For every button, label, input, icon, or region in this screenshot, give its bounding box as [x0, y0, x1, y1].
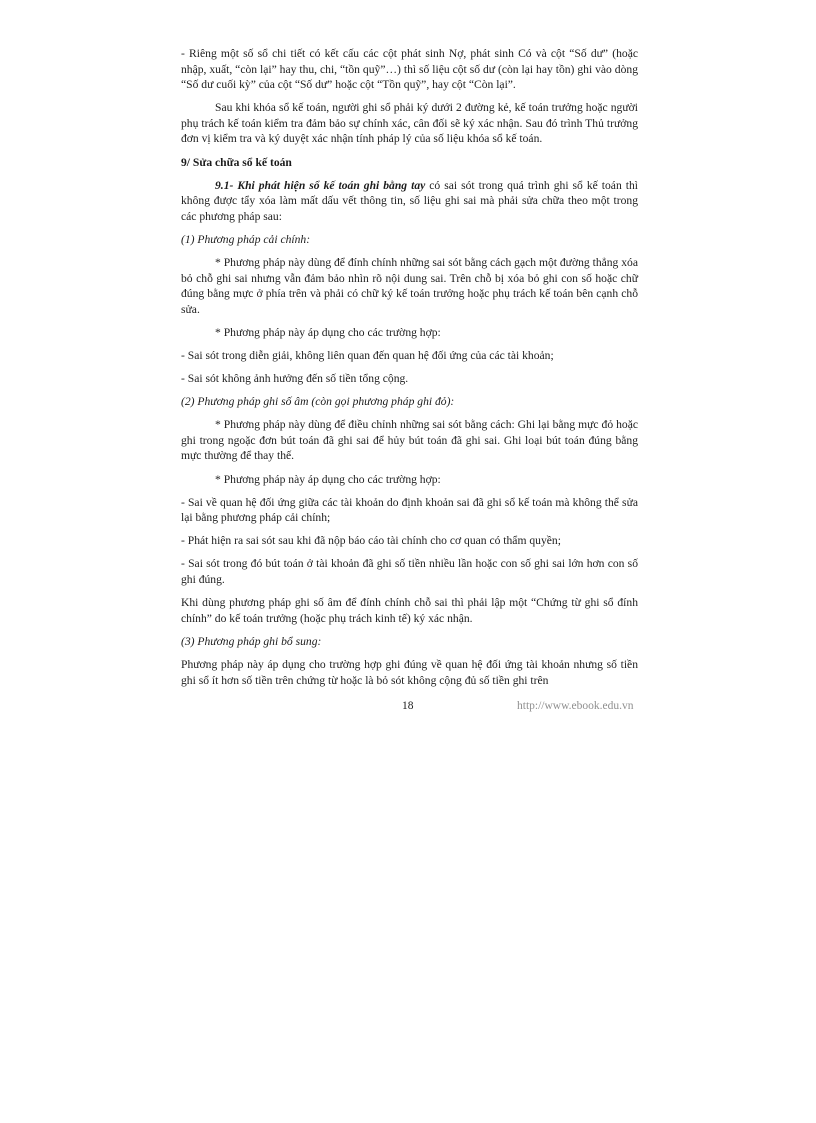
method2-case: - Sai sót trong đó bút toán ở tài khoản đã ghi số tiền nhiều lần hoặc con số ghi sai lớn hơn con số ghi đúng. [181, 557, 638, 587]
method1-case: - Sai sót trong diễn giải, không liên quan đến quan hệ đối ứng của các tài khoản; [181, 349, 554, 362]
footer-url: http://www.ebook.edu.vn [517, 700, 634, 712]
paragraph-closing-signatures: Sau khi khóa sổ kế toán, người ghi sổ phải ký dưới 2 đường kẻ, kế toán trưởng hoặc người phụ trách kế toán kiểm tra đảm bảo sự chính xác, cân đối sẽ ký xác nhận. Sau đó trình Thủ trưởng đơn vị kiểm tra và ký duyệt xác nhận tính pháp lý của số liệu khóa sổ kế toán. [181, 101, 638, 146]
paragraph-ending-balance: - Riêng một số sổ chi tiết có kết cấu các cột phát sinh Nợ, phát sinh Có và cột “Số dư” (hoặc nhập, xuất, “còn lại” hay thu, chi, “tồn quỹ”…) thì số liệu cột số dư (còn lại hay tồn) ghi vào dòng “Số dư cuối kỳ” của cột “Số dư” hoặc cột “Tồn quỹ”, hay cột “Còn lại”. [181, 47, 638, 92]
method3-description: Phương pháp này áp dụng cho trường hợp ghi đúng về quan hệ đối ứng tài khoản nhưng số tiền ghi sổ ít hơn số tiền trên chứng từ hoặc là bỏ sót không cộng đủ số tiền ghi trên [181, 657, 638, 687]
method2-case: - Phát hiện ra sai sót sau khi đã nộp báo cáo tài chính cho cơ quan có thẩm quyền; [181, 534, 561, 548]
method2-title: (2) Phương pháp ghi số âm (còn gọi phương pháp ghi đỏ): [181, 395, 455, 409]
method2-applies: * Phương pháp này áp dụng cho các trường hợp: [215, 472, 441, 486]
page-number: 18 [402, 700, 414, 712]
method1-applies: * Phương pháp này áp dụng cho các trường hợp: [215, 325, 441, 339]
section-heading: 9/ Sửa chữa sổ kế toán [181, 155, 292, 169]
method2-note: Khi dùng phương pháp ghi số âm để đính chính chỗ sai thì phải lập một “Chứng từ ghi sổ đính chính” do kế toán trưởng (hoặc phụ trách kinh tế) ký xác nhận. [181, 596, 638, 625]
intro-paragraph [181, 178, 638, 225]
intro-lead: 9.1- Khi phát hiện sổ kế toán ghi bằng tay [215, 178, 426, 192]
method1-description: * Phương pháp này dùng để đính chính những sai sót bằng cách gạch một đường thẳng xóa bỏ chỗ ghi sai nhưng vẫn đảm bảo nhìn rõ nội dung sai. Trên chỗ bị xóa bỏ ghi con số hoặc chữ đúng bằng mực ở phía trên và phải có chữ ký kế toán trưởng hoặc phụ trách kế toán bên cạnh chỗ sửa. [181, 256, 638, 316]
method2-description: * Phương pháp này dùng để điều chỉnh những sai sót bằng cách: Ghi lại bằng mực đỏ hoặc ghi trong ngoặc đơn bút toán đã ghi sai để hủy bút toán đã ghi sai. Ghi loại bút toán đúng bằng mực thường để thay thế. [181, 418, 638, 463]
method1-case: - Sai sót không ảnh hưởng đến số tiền tổng cộng. [181, 372, 409, 386]
method2-case: - Sai về quan hệ đối ứng giữa các tài khoản do định khoản sai đã ghi sổ kế toán mà không thể sửa lại bằng phương pháp cải chính; [181, 495, 638, 525]
document-page [181, 46, 638, 696]
method3-title: (3) Phương pháp ghi bổ sung: [181, 634, 322, 648]
method1-title: (1) Phương pháp cải chính: [181, 232, 311, 246]
intro-text: có sai sót trong quá trình ghi sổ kế toán thì không được tẩy xóa làm mất dấu vết thông tin, số liệu ghi sai mà phải sửa chữa theo một trong các phương pháp sau: [181, 178, 638, 223]
